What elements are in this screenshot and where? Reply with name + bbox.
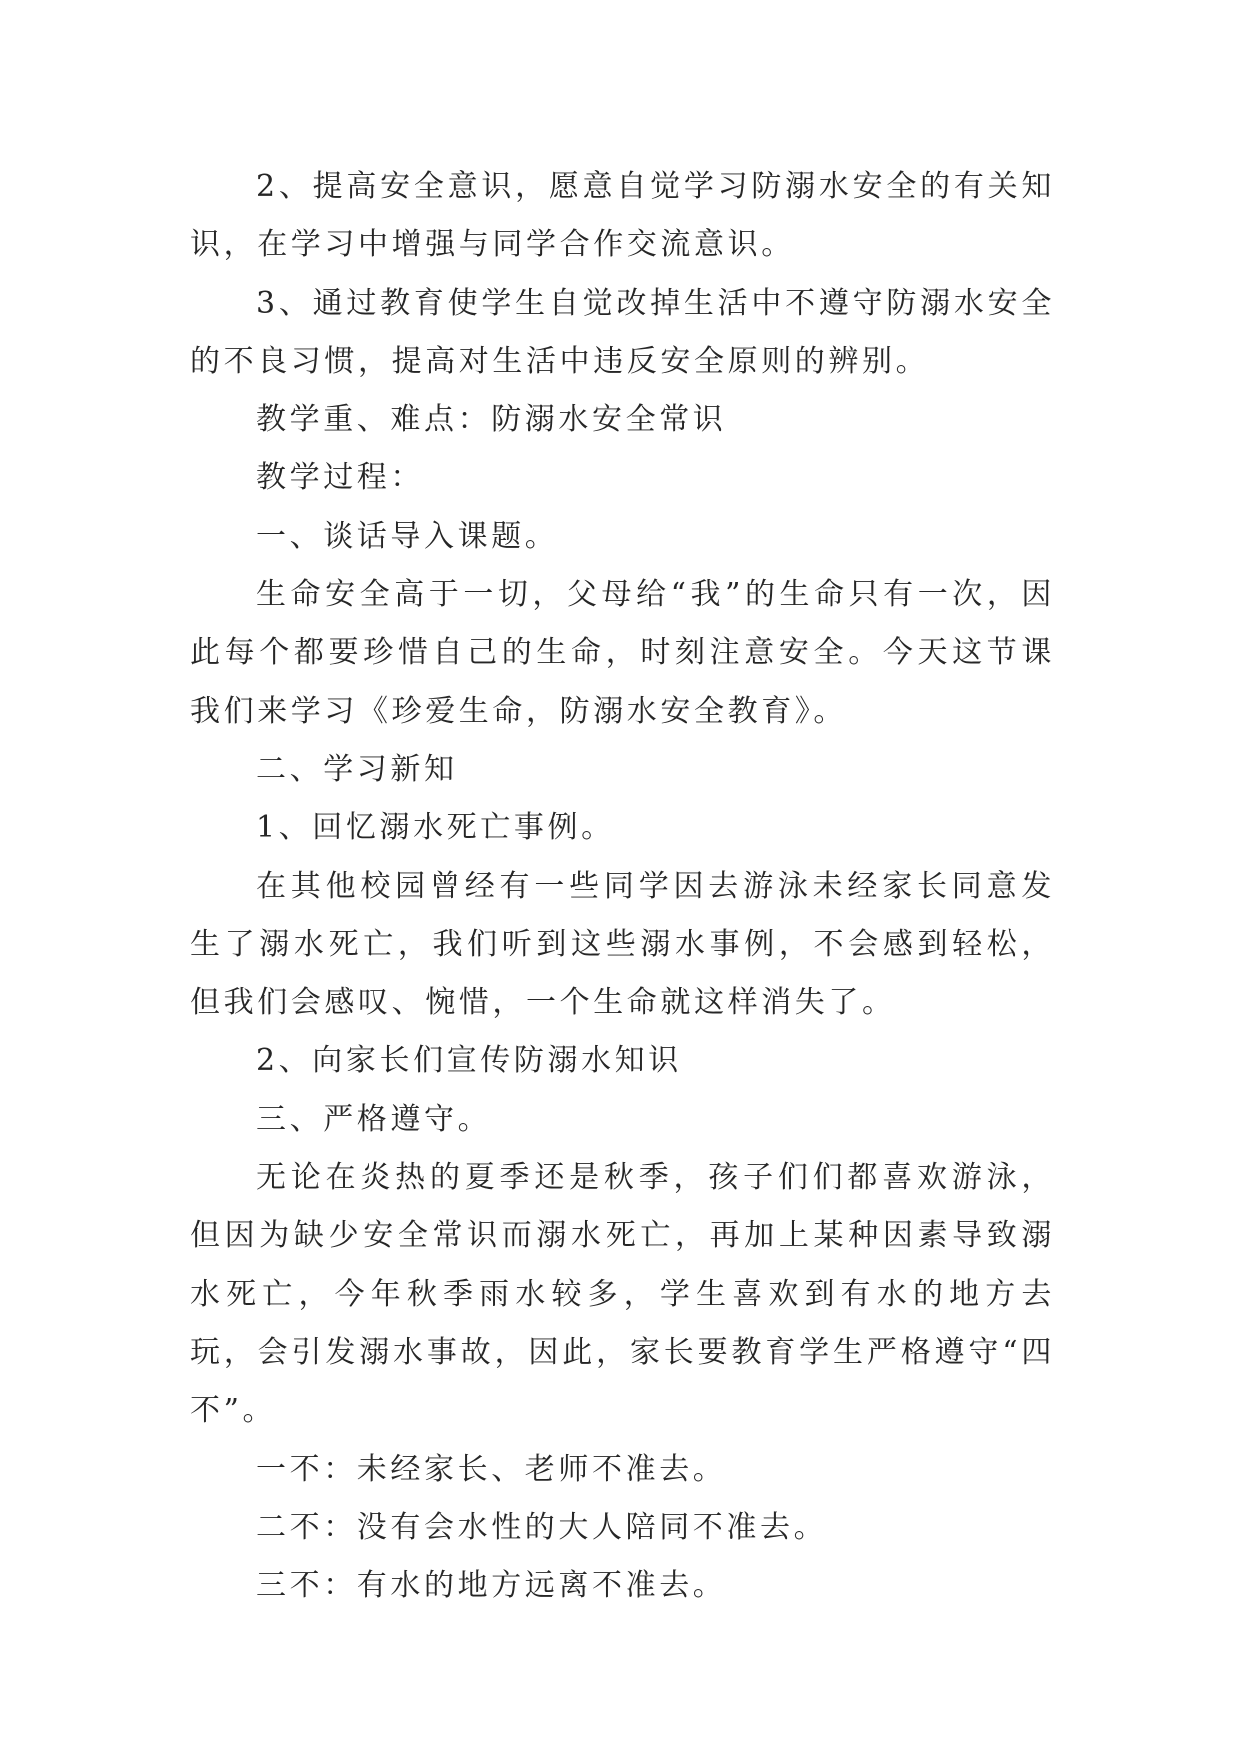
paragraph-comply-text: 无论在炎热的夏季还是秋季，孩子们们都喜欢游泳，但因为缺少安全常识而溺水死亡，再加上某种因素导致溺水死亡，今年秋季雨水较多，学生喜欢到有水的地方去玩，会引发溺水事故，因此，家长要教育学生严格遵守“四不”。 bbox=[190, 1160, 1055, 1429]
rule-item-2: 二不：没有会水性的大人陪同不准去。 bbox=[256, 1509, 828, 1545]
document-body bbox=[190, 158, 1055, 1615]
paragraph-key-points: 教学重、难点：防溺水安全常识 bbox=[256, 402, 727, 438]
rule-item-3: 三不：有水的地方远离不准去。 bbox=[256, 1568, 727, 1604]
section-heading-new-knowledge: 二、学习新知 bbox=[256, 751, 458, 787]
paragraph-goal-2: 2、提高安全意识，愿意自觉学习防溺水安全的有关知识，在学习中增强与同学合作交流意识。 bbox=[190, 169, 1055, 263]
paragraph-parents-heading: 2、向家长们宣传防溺水知识 bbox=[256, 1043, 682, 1079]
section-heading-comply: 三、严格遵守。 bbox=[256, 1101, 492, 1137]
paragraph-intro-text: 生命安全高于一切，父母给“我”的生命只有一次，因此每个都要珍惜自己的生命，时刻注意安全。今天这节课我们来学习《珍爱生命，防溺水安全教育》。 bbox=[190, 577, 1055, 729]
paragraph-goal-3: 3、通过教育使学生自觉改掉生活中不遵守防溺水安全的不良习惯，提高对生活中违反安全原则的辨别。 bbox=[190, 285, 1055, 379]
paragraph-recall-text: 在其他校园曾经有一些同学因去游泳未经家长同意发生了溺水死亡，我们听到这些溺水事例，不会感到轻松，但我们会感叹、惋惜，一个生命就这样消失了。 bbox=[190, 868, 1055, 1021]
paragraph-recall-heading: 1、回忆溺水死亡事例。 bbox=[256, 810, 615, 846]
section-heading-intro: 一、谈话导入课题。 bbox=[256, 518, 559, 554]
rule-item-1: 一不：未经家长、老师不准去。 bbox=[256, 1451, 727, 1487]
paragraph-process-heading: 教学过程： bbox=[256, 460, 424, 496]
